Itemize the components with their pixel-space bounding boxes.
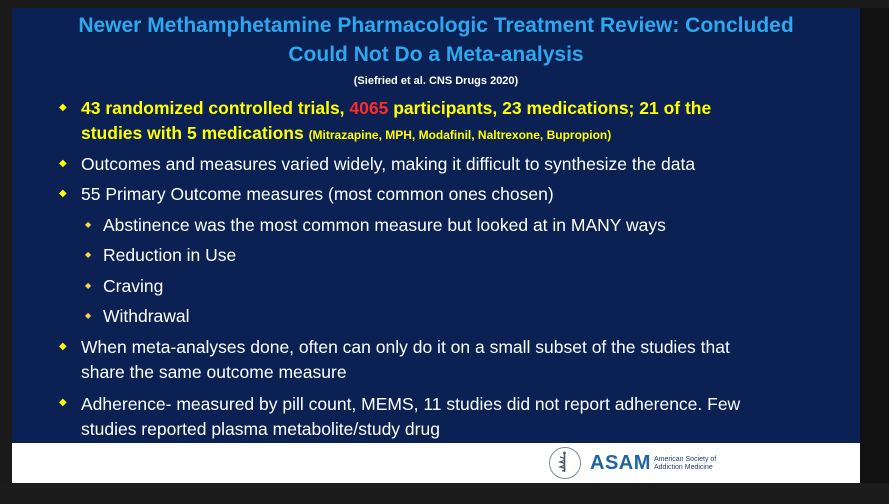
presentation-slide xyxy=(12,8,860,483)
diamond-sub-bullet-icon: ◆ xyxy=(85,311,92,320)
studies-summary-text: studies with 5 medications xyxy=(81,123,309,143)
slide-footer xyxy=(12,443,860,483)
sub-bullet-text: Reduction in Use xyxy=(103,245,237,265)
sub-bullet-text: Abstinence was the most common measure but looked at in MANY ways xyxy=(103,215,666,235)
bullet-text-line: When meta-analyses done, often can only do it on a small subset of the studies that xyxy=(81,337,730,357)
caduceus-icon xyxy=(550,448,579,477)
participants-count: 4065 xyxy=(349,98,389,118)
bullet-text-line xyxy=(81,96,711,121)
diamond-sub-bullet-icon: ◆ xyxy=(85,220,92,229)
bullet-text-line: share the same outcome measure xyxy=(81,362,347,382)
window-top-strip xyxy=(0,0,889,8)
participants-summary-text: participants, 23 medications; 21 of the xyxy=(388,98,712,118)
sub-bullet-text: Withdrawal xyxy=(103,306,190,326)
asam-org-line-2: Addiction Medicine xyxy=(654,464,713,471)
slide-title-line-1: Newer Methamphetamine Pharmacologic Treatment Review: Concluded xyxy=(78,14,794,37)
diamond-bullet-icon: ◆ xyxy=(59,341,67,352)
slide-title-line-2: Could Not Do a Meta-analysis xyxy=(288,43,584,66)
asam-org-line-1: American Society of xyxy=(654,456,717,463)
diamond-bullet-icon: ◆ xyxy=(59,158,67,169)
asam-logo-text: ASAM xyxy=(590,452,651,474)
bullet-text-line: studies reported plasma metabolite/study drug xyxy=(81,419,440,439)
medications-list: (Mitrazapine, MPH, Modafinil, Naltrexone, Bupropion) xyxy=(308,128,612,142)
window-bottom-margin xyxy=(0,483,889,504)
diamond-bullet-icon: ◆ xyxy=(59,188,67,199)
diamond-bullet-icon: ◆ xyxy=(59,102,67,113)
sub-bullet-text: Craving xyxy=(103,276,164,296)
diamond-sub-bullet-icon: ◆ xyxy=(85,281,92,290)
diamond-sub-bullet-icon: ◆ xyxy=(85,250,92,259)
window-right-margin xyxy=(860,8,889,504)
bullet-text: 55 Primary Outcome measures (most common ones chosen) xyxy=(81,184,554,204)
bullet-text-line xyxy=(81,121,611,148)
trials-summary-text: 43 randomized controlled trials, xyxy=(81,98,350,118)
bullet-list xyxy=(12,8,860,483)
bullet-text: Outcomes and measures varied widely, making it difficult to synthesize the data xyxy=(81,154,696,174)
asam-org-name xyxy=(654,456,716,472)
asam-seal-icon xyxy=(549,447,581,479)
bullet-text-line: Adherence- measured by pill count, MEMS, 11 studies did not report adherence. Few xyxy=(81,394,741,414)
diamond-bullet-icon: ◆ xyxy=(59,397,67,408)
slide-citation: (Siefried et al. CNS Drugs 2020) xyxy=(353,75,519,87)
